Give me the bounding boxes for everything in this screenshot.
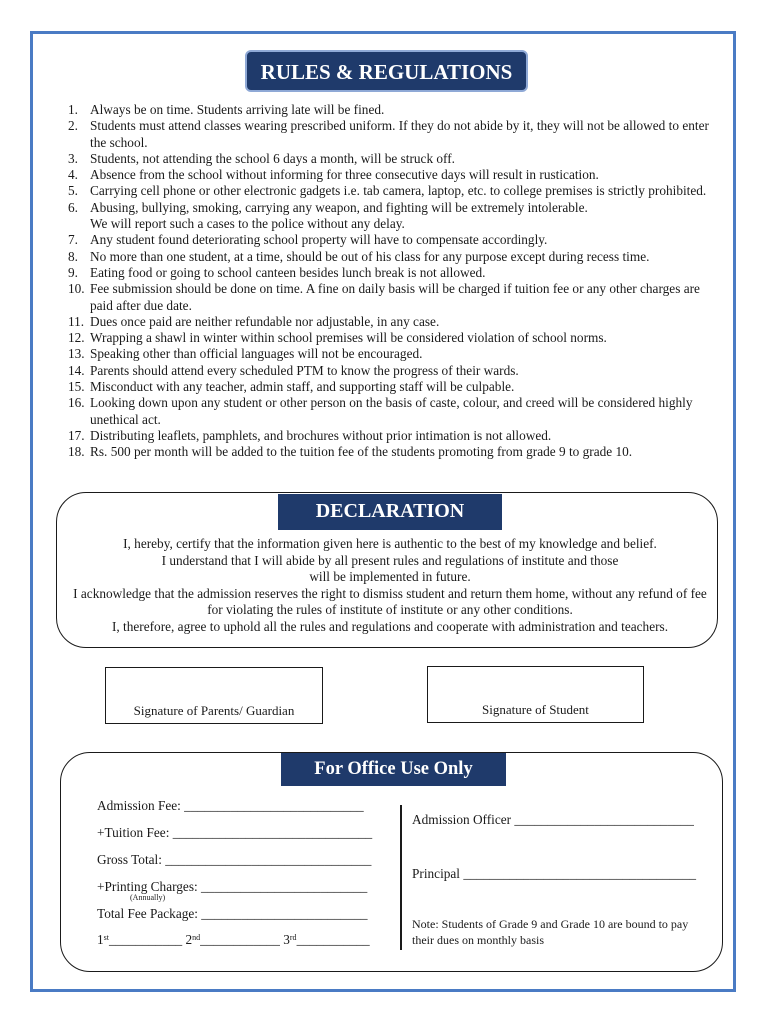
rule-text: Parents should attend every scheduled PTM to know the progress of their wards.	[90, 362, 519, 378]
declaration-line: I acknowledge that the admission reserves the right to dismiss student and return them home, without any refund of fee for violating the rules of institute of institute or any other conditions.	[73, 585, 707, 617]
rule-text: Fee submission should be done on time. A fine on daily basis will be charged if tuition fee or any other charges are paid after due date.	[90, 281, 700, 313]
rule-text: Misconduct with any teacher, admin staff, and supporting staff will be culpable.	[90, 379, 515, 395]
rule-item: 18. Rs. 500 per month will be added to the tuition fee of the students promoting from grade 9 to grade 10.	[68, 444, 633, 460]
rules-list	[68, 102, 716, 461]
rule-text: Any student found deteriorating school property will have to compensate accordingly.	[90, 232, 548, 248]
student-signature-box[interactable]	[427, 666, 644, 723]
rule-item: 14. Parents should attend every scheduled PTM to know the progress of their wards.	[68, 362, 519, 378]
declaration-line: I, hereby, certify that the information given here is authentic to the best of my knowledge and belief.	[123, 536, 657, 551]
rule-text: Looking down upon any student or other person on the basis of caste, colour, and creed will be considered highly unethical act.	[90, 395, 693, 427]
rule-text: Rs. 500 per month will be added to the tuition fee of the students promoting from grade 9 to grade 10.	[90, 444, 633, 460]
parent-signature-box[interactable]	[105, 667, 323, 724]
installments-row: 1st___________ 2nd____________ 3rd___________	[97, 932, 370, 947]
installment-1-label: 1	[97, 932, 104, 947]
office-use-title: For Office Use Only	[281, 753, 506, 786]
rule-text: Speaking other than official languages will not be encouraged.	[90, 346, 423, 362]
admission-officer-field[interactable]: Admission Officer ___________________________	[412, 812, 694, 827]
rule-text: Carrying cell phone or other electronic gadgets i.e. tab camera, laptop, etc. to college premises is strictly prohibited.	[90, 183, 707, 199]
rule-text: Distributing leaflets, pamphlets, and brochures without prior intimation is not allowed.	[90, 427, 552, 443]
total-fee-package-field[interactable]: Total Fee Package: _________________________	[97, 906, 368, 921]
installment-2-field[interactable]: ____________	[200, 932, 280, 947]
installment-3-field[interactable]: ___________	[296, 932, 370, 947]
rule-item: 12. Wrapping a shawl in winter within school premises will be considered violation of school norms.	[68, 330, 607, 346]
rule-item: 9. Eating food or going to school canteen besides lunch break is not allowed.	[68, 264, 486, 280]
rule-item: 10. Fee submission should be done on time. A fine on daily basis will be charged if tuition fee or any other charges are paid after due date.	[68, 281, 700, 313]
rule-item: 5. Carrying cell phone or other electronic gadgets i.e. tab camera, laptop, etc. to college premises is strictly prohibited.	[68, 183, 707, 199]
installment-2-label: 2	[185, 932, 193, 947]
printing-charges-field[interactable]: +Printing Charges: _________________________	[97, 879, 368, 894]
rule-text: Students, not attending the school 6 days a month, will be struck off.	[90, 150, 456, 166]
parent-signature-label: Signature of Parents/ Guardian	[133, 703, 295, 718]
rule-item: 11. Dues once paid are neither refundable nor adjustable, in any case.	[68, 313, 440, 329]
rule-text: No more than one student, at a time, should be out of his class for any purpose except during recess time.	[90, 248, 650, 264]
declaration-text	[66, 536, 714, 635]
rule-item: 4. Absence from the school without informing for three consecutive days will result in rustication.	[68, 167, 599, 183]
rule-text: Eating food or going to school canteen besides lunch break is not allowed.	[90, 264, 486, 280]
rule-item: 17. Distributing leaflets, pamphlets, and brochures without prior intimation is not allowed.	[68, 427, 552, 443]
declaration-title: DECLARATION	[278, 494, 502, 530]
monthly-dues-note: Note: Students of Grade 9 and Grade 10 are bound to pay their dues on monthly basis	[412, 917, 689, 947]
rule-item: 1. Always be on time. Students arriving late will be fined.	[68, 102, 385, 117]
rules-title: RULES & REGULATIONS	[245, 50, 528, 92]
gross-total-field[interactable]: Gross Total: _______________________________	[97, 852, 372, 867]
installment-1-field[interactable]: ___________	[109, 932, 183, 947]
rule-item: 8. No more than one student, at a time, should be out of his class for any purpose except during recess time.	[68, 248, 650, 264]
rule-text-continued: We will report such a cases to the police without any delay.	[90, 216, 405, 232]
rule-item: 3. Students, not attending the school 6 days a month, will be struck off.	[68, 150, 456, 166]
rule-item: 6. Abusing, bullying, smoking, carrying any weapon, and fighting will be extremely intolerable. We will report such a cases to the police without any delay.	[68, 199, 588, 232]
office-divider	[400, 805, 402, 950]
admission-fee-field[interactable]: Admission Fee: ___________________________	[97, 798, 364, 813]
principal-field[interactable]: Principal ___________________________________	[412, 866, 697, 881]
rule-text: Wrapping a shawl in winter within school premises will be considered violation of school norms.	[90, 330, 607, 346]
rule-text: Absence from the school without informing for three consecutive days will result in rustication.	[90, 167, 599, 183]
rule-item: 15. Misconduct with any teacher, admin staff, and supporting staff will be culpable.	[68, 379, 515, 395]
rule-text: Abusing, bullying, smoking, carrying any weapon, and fighting will be extremely intolerable.	[90, 199, 588, 215]
declaration-line: I, therefore, agree to uphold all the rules and regulations and cooperate with administration and teachers.	[111, 618, 669, 634]
rule-item: 2. Students must attend classes wearing prescribed uniform. If they do not abide by it, they will not be allowed to enter the school.	[68, 118, 709, 150]
rule-item: 13. Speaking other than official languages will not be encouraged.	[68, 346, 423, 362]
rule-text: Students must attend classes wearing prescribed uniform. If they do not abide by it, they will not be allowed to enter the school.	[90, 118, 709, 150]
rule-text: Always be on time. Students arriving late will be fined.	[90, 102, 385, 117]
rule-item: 16. Looking down upon any student or other person on the basis of caste, colour, and creed will be considered highly unethical act.	[68, 395, 693, 427]
tuition-fee-field[interactable]: +Tuition Fee: ______________________________	[97, 825, 373, 840]
installment-3-label: 3	[283, 932, 290, 947]
rule-item: 7. Any student found deteriorating school property will have to compensate accordingly.	[68, 232, 548, 248]
annually-note: (Annually)	[130, 893, 166, 902]
declaration-line: I understand that I will abide by all present rules and regulations of institute and those will be implemented in future.	[161, 552, 619, 584]
student-signature-label: Signature of Student	[482, 702, 589, 717]
rule-text: Dues once paid are neither refundable nor adjustable, in any case.	[90, 313, 440, 329]
